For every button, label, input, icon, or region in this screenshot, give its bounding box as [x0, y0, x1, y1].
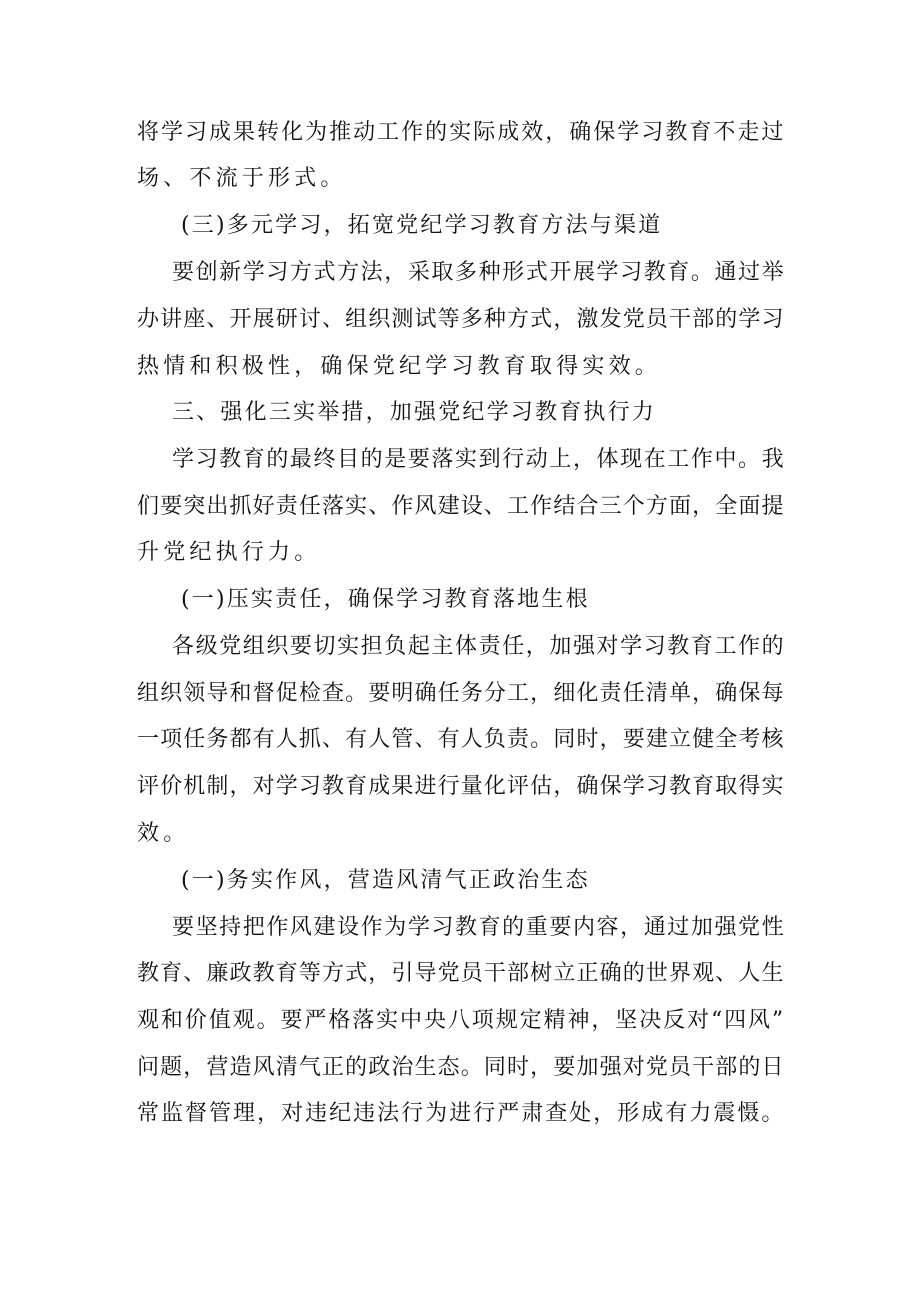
text-line: 评价机制，对学习教育成果进行量化评估，确保学习教育取得实 [137, 774, 785, 799]
text-line: 要创新学习方式方法，采取多种形式开展学习教育。通过举 [172, 260, 786, 285]
text-line: 问题，营造风清气正的政治生态。同时，要加强对党员干部的日 [137, 1055, 785, 1080]
text-line: 教育、廉政教育等方式，引导党员干部树立正确的世界观、人生 [137, 961, 785, 986]
text-line: 学习教育的最终目的是要落实到行动上，体现在工作中。我 [172, 447, 786, 472]
text-line: 们要突出抓好责任落实、作风建设、工作结合三个方面，全面提 [137, 494, 785, 519]
text-line: 办讲座、开展研讨、组织测试等多种方式，激发党员干部的学习 [137, 307, 785, 332]
text-line: 将学习成果转化为推动工作的实际成效，确保学习教育不走过 [137, 120, 786, 145]
text-line: 场、不流于形式。 [137, 166, 347, 191]
text-line: 常监督管理，对违纪违法行为进行严肃查处，形成有力震慑。 [137, 1101, 786, 1126]
section-subheading: (一)务实作风，营造风清气正政治生态 [181, 868, 590, 893]
text-line: 升党纪执行力。 [137, 540, 321, 565]
text-line: 组织领导和督促检查。要明确任务分工，细化责任清单，确保每 [137, 681, 785, 706]
section-subheading: (三)多元学习，拓宽党纪学习教育方法与渠道 [181, 213, 663, 238]
text-line: 效。 [137, 821, 190, 846]
text-line: 一项任务都有人抓、有人管、有人负责。同时，要建立健全考核 [137, 727, 785, 752]
section-heading: 三、强化三实举措，加强党纪学习教育执行力 [172, 400, 657, 425]
section-subheading: (一)压实责任，确保学习教育落地生根 [181, 587, 590, 612]
text-line: 各级党组织要切实担负起主体责任，加强对学习教育工作的 [172, 634, 786, 659]
text-line: 观和价值观。要严格落实中央八项规定精神，坚决反对“四风” [137, 1008, 786, 1033]
text-line: 要坚持把作风建设作为学习教育的重要内容，通过加强党性 [172, 915, 786, 940]
text-line: 热情和积极性，确保党纪学习教育取得实效。 [137, 354, 662, 379]
